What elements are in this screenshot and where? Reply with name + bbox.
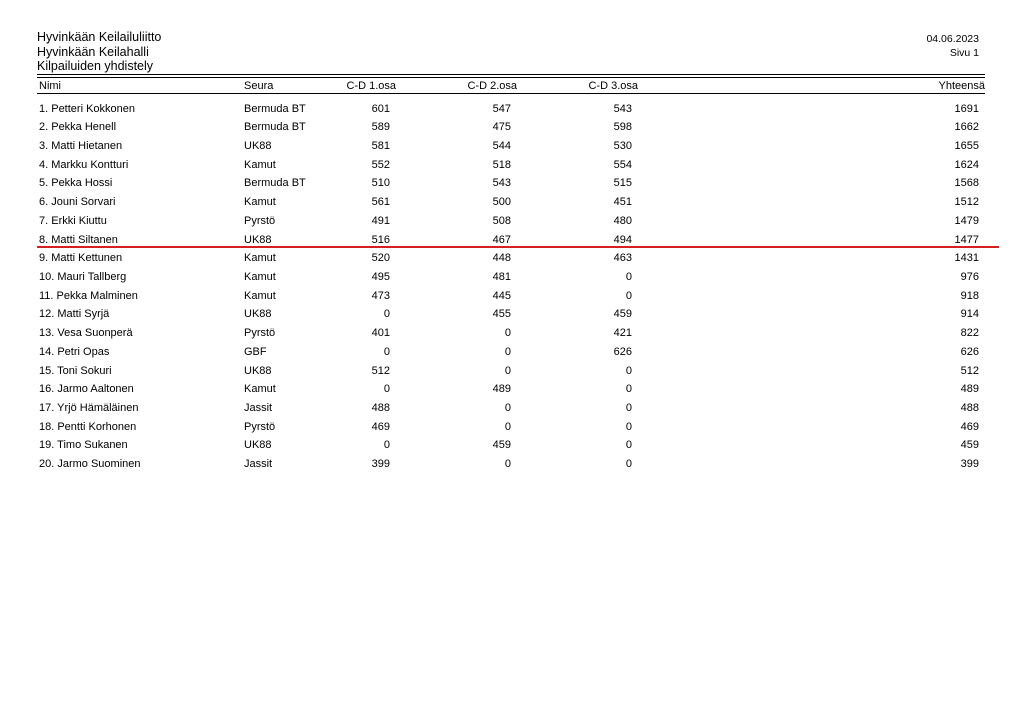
result-total-score: 1479 <box>954 214 979 227</box>
result-part2-score: 467 <box>492 233 511 246</box>
table-row <box>0 436 1024 455</box>
result-club: Kamut <box>244 158 276 171</box>
header-rule-top <box>37 74 985 75</box>
result-club: Bermuda BT <box>244 102 306 115</box>
column-header-name: Nimi <box>39 80 61 92</box>
result-total-score: 1624 <box>954 158 979 171</box>
result-part1-score: 399 <box>371 458 390 471</box>
result-part1-score: 0 <box>383 308 390 321</box>
result-name: 3. Matti Hietanen <box>39 139 123 152</box>
result-part3-score: 554 <box>613 158 632 171</box>
result-total-score: 1512 <box>954 196 979 209</box>
result-part2-score: 0 <box>504 458 511 471</box>
result-part3-score: 0 <box>625 402 632 415</box>
result-total-score: 399 <box>960 458 979 471</box>
result-part1-score: 601 <box>371 102 390 115</box>
table-row <box>0 362 1024 381</box>
result-name: 10. Mauri Tallberg <box>39 270 127 283</box>
organization-name: Hyvinkään Keilailuliitto <box>37 30 162 44</box>
result-part3-score: 530 <box>613 139 632 152</box>
result-part2-score: 518 <box>492 158 511 171</box>
result-part3-score: 421 <box>613 327 632 340</box>
result-part2-score: 0 <box>504 420 511 433</box>
result-part1-score: 552 <box>371 158 390 171</box>
result-name: 12. Matti Syrjä <box>39 308 110 321</box>
result-name: 13. Vesa Suonperä <box>39 327 133 340</box>
result-name: 14. Petri Opas <box>39 345 110 358</box>
result-club: Kamut <box>244 196 276 209</box>
report-title: Kilpailuiden yhdistely <box>37 59 154 73</box>
result-part1-score: 0 <box>383 383 390 396</box>
result-name: 9. Matti Kettunen <box>39 252 123 265</box>
result-total-score: 626 <box>960 345 979 358</box>
result-part2-score: 500 <box>492 196 511 209</box>
result-name: 5. Pekka Hossi <box>39 177 113 190</box>
result-part1-score: 0 <box>383 345 390 358</box>
header-rule-bottom <box>37 93 985 94</box>
result-part1-score: 581 <box>371 139 390 152</box>
result-part2-score: 0 <box>504 327 511 340</box>
result-club: Bermuda BT <box>244 177 306 190</box>
result-total-score: 822 <box>960 327 979 340</box>
result-club: Pyrstö <box>244 420 276 433</box>
report-header <box>37 30 161 74</box>
result-club: UK88 <box>244 439 272 452</box>
result-name: 18. Pentti Korhonen <box>39 420 137 433</box>
result-name: 19. Timo Sukanen <box>39 439 128 452</box>
result-club: Pyrstö <box>244 327 276 340</box>
result-part3-score: 626 <box>613 345 632 358</box>
result-part1-score: 589 <box>371 121 390 134</box>
table-row <box>0 100 1024 119</box>
result-club: Jassit <box>244 402 273 415</box>
result-club: UK88 <box>244 139 272 152</box>
result-part1-score: 520 <box>371 252 390 265</box>
report-date: 04.06.2023 <box>926 33 979 45</box>
result-name: 7. Erkki Kiuttu <box>39 214 107 227</box>
result-club: Kamut <box>244 289 276 302</box>
result-part2-score: 455 <box>492 308 511 321</box>
result-part2-score: 0 <box>504 364 511 377</box>
column-header-part2: C-D 2.osa <box>467 80 517 92</box>
result-name: 4. Markku Kontturi <box>39 158 129 171</box>
result-club: Kamut <box>244 252 276 265</box>
table-row <box>0 249 1024 268</box>
table-row <box>0 287 1024 306</box>
column-header-total: Yhteensä <box>938 80 985 92</box>
result-part1-score: 401 <box>371 327 390 340</box>
result-club: Kamut <box>244 270 276 283</box>
result-total-score: 512 <box>960 364 979 377</box>
result-club: UK88 <box>244 233 272 246</box>
result-part1-score: 561 <box>371 196 390 209</box>
result-part1-score: 495 <box>371 270 390 283</box>
result-total-score: 1477 <box>954 233 979 246</box>
qualifier-cutoff-line <box>37 246 999 248</box>
table-row <box>0 418 1024 437</box>
report-meta <box>926 32 979 60</box>
result-part2-score: 475 <box>492 121 511 134</box>
table-row <box>0 118 1024 137</box>
result-part3-score: 0 <box>625 420 632 433</box>
result-part1-score: 516 <box>371 233 390 246</box>
result-part3-score: 463 <box>613 252 632 265</box>
result-total-score: 1655 <box>954 139 979 152</box>
result-part3-score: 451 <box>613 196 632 209</box>
result-total-score: 488 <box>960 402 979 415</box>
table-row <box>0 455 1024 474</box>
result-part2-score: 0 <box>504 402 511 415</box>
result-name: 17. Yrjö Hämäläinen <box>39 402 139 415</box>
result-part3-score: 543 <box>613 102 632 115</box>
result-part2-score: 459 <box>492 439 511 452</box>
result-total-score: 914 <box>960 308 979 321</box>
result-part3-score: 480 <box>613 214 632 227</box>
result-part3-score: 0 <box>625 383 632 396</box>
result-part2-score: 481 <box>492 270 511 283</box>
result-total-score: 1691 <box>954 102 979 115</box>
table-row <box>0 380 1024 399</box>
result-part3-score: 459 <box>613 308 632 321</box>
result-total-score: 976 <box>960 270 979 283</box>
result-name: 6. Jouni Sorvari <box>39 196 116 209</box>
result-club: UK88 <box>244 308 272 321</box>
result-part3-score: 0 <box>625 458 632 471</box>
column-header-part1: C-D 1.osa <box>346 80 396 92</box>
table-row <box>0 137 1024 156</box>
result-club: UK88 <box>244 364 272 377</box>
result-total-score: 1568 <box>954 177 979 190</box>
result-total-score: 1662 <box>954 121 979 134</box>
result-part3-score: 0 <box>625 289 632 302</box>
result-part1-score: 491 <box>371 214 390 227</box>
table-row <box>0 343 1024 362</box>
result-part3-score: 0 <box>625 270 632 283</box>
result-part3-score: 598 <box>613 121 632 134</box>
result-part2-score: 508 <box>492 214 511 227</box>
result-part2-score: 0 <box>504 345 511 358</box>
result-part2-score: 445 <box>492 289 511 302</box>
result-part2-score: 489 <box>492 383 511 396</box>
table-row <box>0 156 1024 175</box>
result-part1-score: 512 <box>371 364 390 377</box>
result-name: 15. Toni Sokuri <box>39 364 112 377</box>
result-name: 20. Jarmo Suominen <box>39 458 141 471</box>
result-part1-score: 0 <box>383 439 390 452</box>
table-row <box>0 268 1024 287</box>
result-total-score: 469 <box>960 420 979 433</box>
result-name: 2. Pekka Henell <box>39 121 117 134</box>
result-part1-score: 469 <box>371 420 390 433</box>
page-number: Sivu 1 <box>949 47 979 59</box>
result-name: 11. Pekka Malminen <box>39 289 138 302</box>
result-name: 16. Jarmo Aaltonen <box>39 383 134 396</box>
result-part1-score: 488 <box>371 402 390 415</box>
result-name: 8. Matti Siltanen <box>39 233 118 246</box>
table-row <box>0 174 1024 193</box>
result-club: Jassit <box>244 458 273 471</box>
table-row <box>0 324 1024 343</box>
result-part3-score: 0 <box>625 439 632 452</box>
result-part2-score: 448 <box>492 252 511 265</box>
result-club: Bermuda BT <box>244 121 306 134</box>
result-part1-score: 473 <box>371 289 390 302</box>
result-part3-score: 515 <box>613 177 632 190</box>
result-club: Pyrstö <box>244 214 276 227</box>
result-total-score: 918 <box>960 289 979 302</box>
table-row <box>0 193 1024 212</box>
result-club: Kamut <box>244 383 276 396</box>
table-row <box>0 212 1024 231</box>
venue-name: Hyvinkään Keilahalli <box>37 44 149 59</box>
result-part2-score: 547 <box>492 102 511 115</box>
result-part3-score: 494 <box>613 233 632 246</box>
result-club: GBF <box>244 345 267 358</box>
result-total-score: 459 <box>960 439 979 452</box>
result-part2-score: 543 <box>492 177 511 190</box>
column-header-part3: C-D 3.osa <box>588 80 638 92</box>
result-total-score: 1431 <box>954 252 979 265</box>
table-row <box>0 305 1024 324</box>
result-part3-score: 0 <box>625 364 632 377</box>
result-name: 1. Petteri Kokkonen <box>39 102 136 115</box>
result-part2-score: 544 <box>492 139 511 152</box>
result-part1-score: 510 <box>371 177 390 190</box>
column-header-club: Seura <box>244 80 274 92</box>
result-total-score: 489 <box>960 383 979 396</box>
table-row <box>0 399 1024 418</box>
